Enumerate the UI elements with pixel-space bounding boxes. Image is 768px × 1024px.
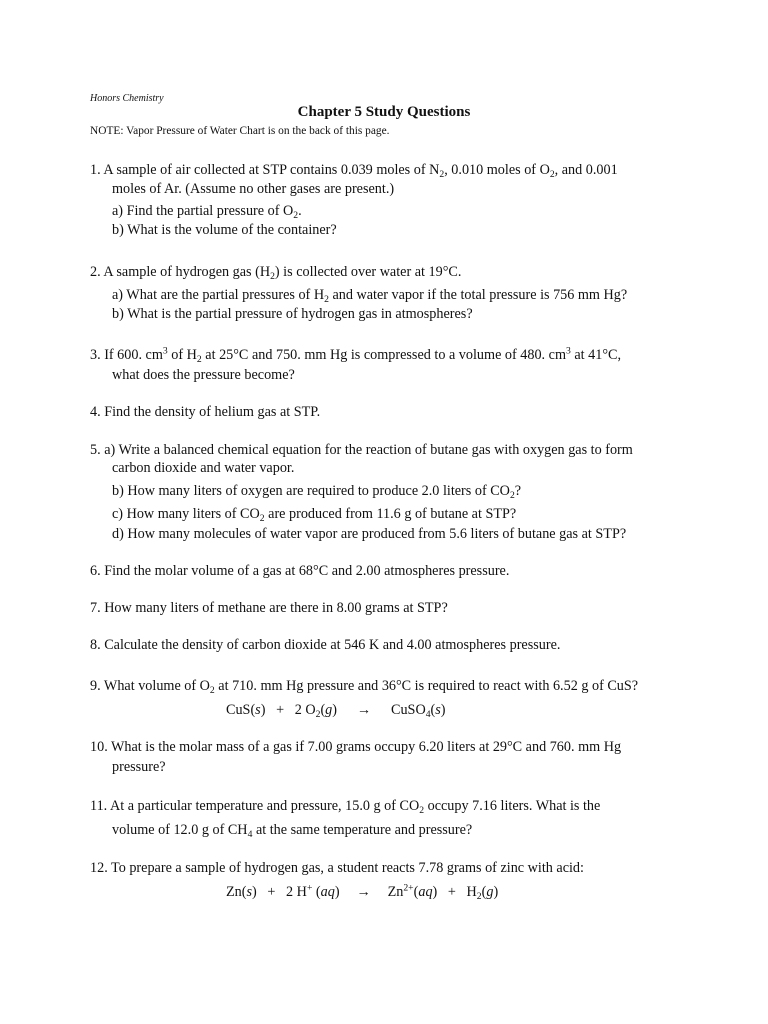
question-10-line-2: pressure? (112, 759, 166, 775)
page-title: Chapter 5 Study Questions (297, 104, 471, 120)
question-4: 4. Find the density of helium gas at STP. (90, 404, 321, 420)
question-12-equation: Zn(s) + 2 H+ $(aq) \to Zn^{2+}(aq) + H_2(g)$ (226, 882, 499, 902)
reaction-arrow: → (356, 702, 372, 718)
question-11-line-1: 11. At a particular temperature and pressure, 15.0 g of $CO_2$ occupy 7.16 liters. What is the (90, 798, 601, 816)
question-10-line-1: 10. What is the molar mass of a gas if 7.00 grams occupy 6.20 liters at 29°C and 760. mm Hg (90, 739, 622, 755)
question-5-part-b: b) How many liters of oxygen are required to produce 2.0 liters of $CO_2$? (112, 483, 522, 501)
question-3-line-2: what does the pressure become? (112, 367, 295, 383)
reaction-arrow: → (356, 884, 371, 900)
question-9-line-1: 9. What volume of $O_2$ at 710. mm Hg pressure and 36°C is required to react with 6.52 g of CuS? (90, 678, 639, 696)
question-5-part-d: d) How many molecules of water vapor are produced from 5.6 liters of butane gas at STP? (112, 526, 627, 542)
question-7: 7. How many liters of methane are there in 8.00 grams at STP? (90, 600, 448, 616)
question-1-line-1: 1. A sample of air collected at STP contains 0.039 moles of $N_2$, 0.010 moles of $O_2$, and 0.001 (90, 162, 618, 180)
question-6: 6. Find the molar volume of a gas at 68°C and 2.00 atmospheres pressure. (90, 563, 510, 579)
question-1-line-2: moles of Ar. (Assume no other gases are present.) (112, 181, 395, 197)
question-1-part-b: b) What is the volume of the container? (112, 222, 337, 238)
question-2-line-1: 2. A sample of hydrogen gas $(H_2)$ is collected over water at 19°C. (90, 264, 462, 282)
course-name: Honors Chemistry (90, 93, 164, 104)
question-2-part-a: a) What are the partial pressures of $H_2$ and water vapor if the total pressure is 756 mm Hg? (112, 287, 628, 305)
page-note: NOTE: Vapor Pressure of Water Chart is on the back of this page. (90, 125, 390, 137)
question-5-line-2: carbon dioxide and water vapor. (112, 460, 295, 476)
question-12-line-1: 12. To prepare a sample of hydrogen gas, a student reacts 7.78 grams of zinc with acid: (90, 860, 584, 876)
question-11-line-2: volume of 12.0 g of $CH_4$ at the same temperature and pressure? (112, 822, 473, 840)
question-5-part-c: c) How many liters of $CO_2$ are produced from 11.6 g of butane at STP? (112, 506, 517, 524)
question-9-equation: CuS(s) + 2 $O_2(g)$ → CuSO$_4$(s) (226, 702, 446, 720)
question-3-line-1: 3. If 600. $cm^3$ of $H_2$ at 25°C and 750. mm Hg is compressed to a volume of 480. $cm^3$ at 41°C, (90, 345, 622, 365)
question-2-part-b: b) What is the partial pressure of hydrogen gas in atmospheres? (112, 306, 473, 322)
question-8: 8. Calculate the density of carbon dioxide at 546 K and 4.00 atmospheres pressure. (90, 637, 561, 653)
question-1-part-a: a) Find the partial pressure of $O_2$. (112, 203, 302, 221)
question-5-line-1: 5. a) Write a balanced chemical equation for the reaction of butane gas with oxygen gas to form (90, 442, 633, 458)
